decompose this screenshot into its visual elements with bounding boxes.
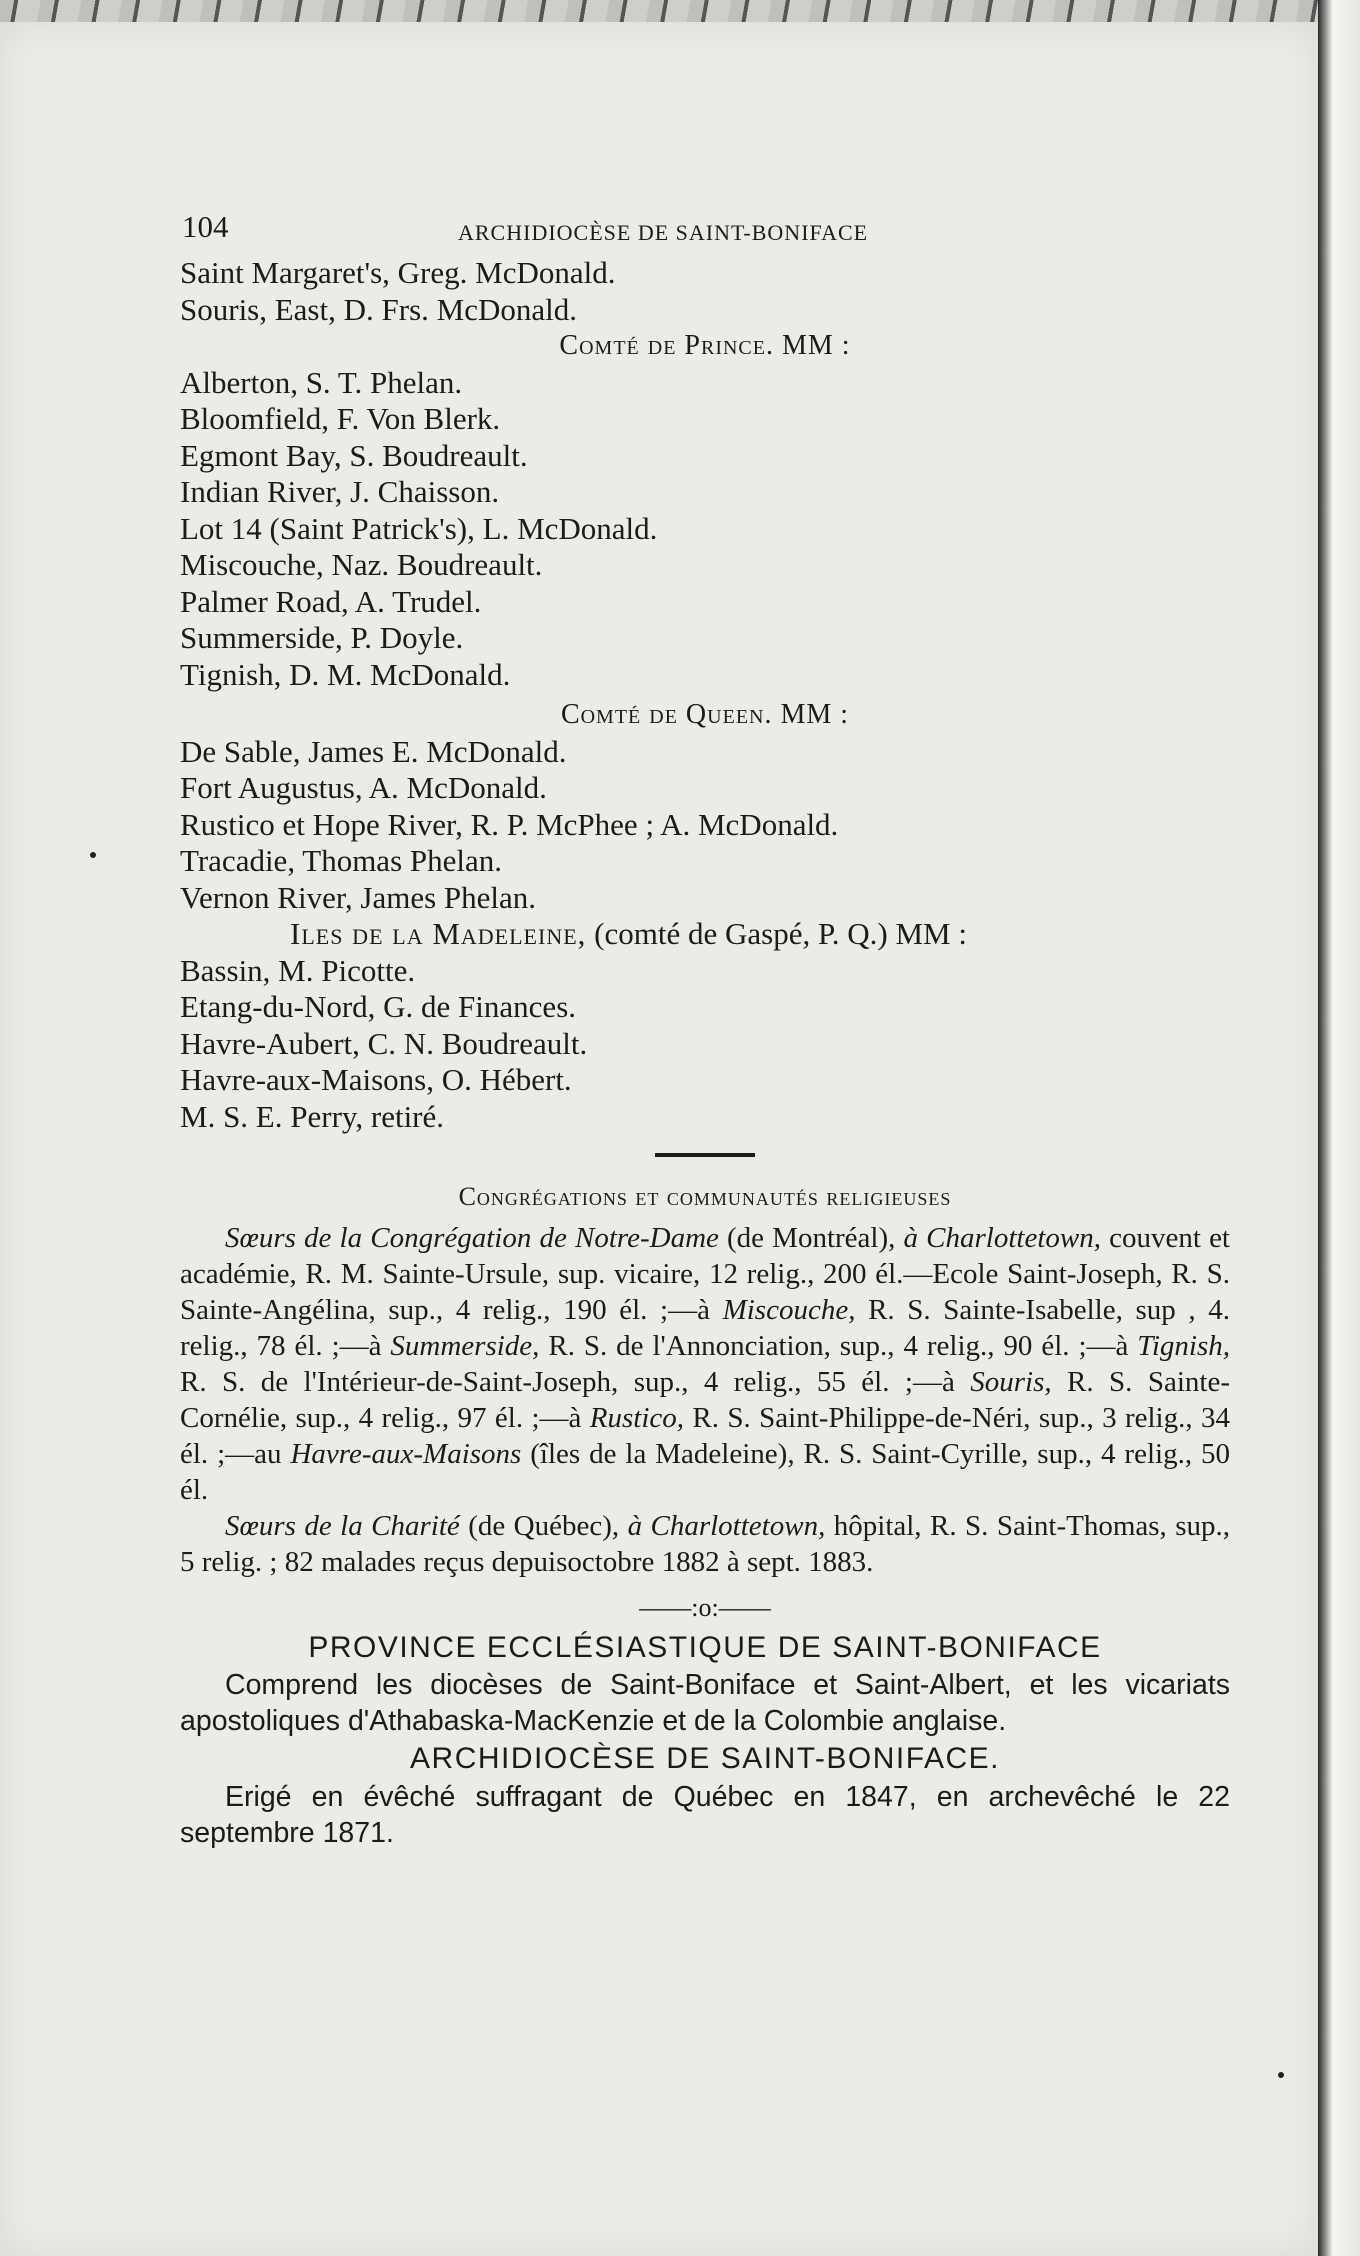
madeleine-heading-rest: (comté de Gaspé, P. Q.) MM : bbox=[586, 916, 967, 951]
entry-line: Saint Margaret's, Greg. McDonald. bbox=[180, 255, 616, 290]
body-text: R. S. Sainte-Cornélie, sup., 4 relig., 97 él. ;—à bbox=[180, 1365, 1230, 1434]
page-right-edge bbox=[1318, 0, 1360, 2256]
congregations-paragraph-2 bbox=[180, 1508, 1230, 1580]
ink-speck bbox=[90, 852, 96, 858]
entry-line: Rustico et Hope River, R. P. McPhee ; A. McDonald. bbox=[180, 806, 839, 842]
entry-line: Tignish, D. M. McDonald. bbox=[180, 656, 511, 692]
running-title: ARCHIDIOCÈSE DE SAINT-BONIFACE bbox=[458, 220, 869, 245]
county-heading-madeleine bbox=[180, 916, 1230, 953]
body-text: hôpital, R. S. Saint-Thomas, sup., 5 relig. ; 82 malades reçus depuisoctobre 1882 à sept. 1883. bbox=[180, 1509, 1230, 1578]
page-number: 104 bbox=[182, 209, 229, 244]
entry-line: Vernon River, James Phelan. bbox=[180, 879, 537, 915]
entry-line: Palmer Road, A. Trudel. bbox=[180, 583, 482, 619]
italic-text: à Charlottetown, bbox=[627, 1509, 826, 1542]
county-heading-queen: Comté de Queen. MM : bbox=[560, 699, 850, 730]
page-content bbox=[180, 205, 1230, 1851]
province-paragraph: Comprend les diocèses de Saint-Boniface et Saint-Albert, et les vicariats apostoliques d'Athabaska-MacKenzie et de la Colombie anglaise. bbox=[180, 1668, 1230, 1737]
body-text: (de Montréal), bbox=[718, 1221, 904, 1254]
body-text: (îles de la Madeleine), R. S. Saint-Cyrille, sup., 4 relig., 50 él. bbox=[180, 1437, 1230, 1506]
italic-text: Summerside, bbox=[390, 1329, 540, 1362]
body-text: R. S. de l'Annonciation, sup., 4 relig., 90 él. ;—à bbox=[539, 1329, 1138, 1362]
body-text: couvent et académie, R. M. Sainte-Ursule, sup. vicaire, 12 relig., 200 él.—Ecole Saint-Joseph, R. S. Sainte-Angélina, sup., 4 relig., 190 él. ;—à bbox=[180, 1221, 1230, 1326]
running-head bbox=[180, 205, 1230, 255]
entry-line: Bassin, M. Picotte. bbox=[180, 952, 416, 988]
ink-speck bbox=[1278, 2072, 1284, 2078]
italic-text: Sœurs de la Congrégation de Notre-Dame bbox=[225, 1221, 719, 1254]
entry-line: Fort Augustus, A. McDonald. bbox=[180, 770, 547, 805]
italic-text: Rustico, bbox=[589, 1401, 685, 1434]
italic-text: Tignish, bbox=[1137, 1329, 1230, 1362]
body-text: R. S. Saint-Philippe-de-Néri, sup., 3 relig., 34 él. ;—au bbox=[180, 1401, 1230, 1470]
body-text: (de Québec), bbox=[459, 1509, 628, 1542]
province-title: PROVINCE ECCLÉSIASTIQUE DE SAINT-BONIFACE bbox=[308, 1631, 1102, 1664]
body-text: R. S. de l'Intérieur-de-Saint-Joseph, sup., 4 relig., 55 él. ;—à bbox=[180, 1365, 971, 1398]
entry-line: De Sable, James E. McDonald. bbox=[180, 733, 567, 769]
archdiocese-title: ARCHIDIOCÈSE DE SAINT-BONIFACE. bbox=[410, 1741, 1000, 1775]
entry-line: Tracadie, Thomas Phelan. bbox=[180, 843, 503, 878]
archdiocese-paragraph: Erigé en évêché suffragant de Québec en 1847, en archevêché le 22 septembre 1871. bbox=[180, 1781, 1230, 1849]
entry-line: Havre-aux-Maisons, O. Hébert. bbox=[180, 1062, 572, 1097]
congregations-title: Congrégations et communautés religieuses bbox=[458, 1182, 952, 1211]
entry-line: Egmont Bay, S. Boudreault. bbox=[180, 437, 528, 473]
ornamental-separator: ——:o:—— bbox=[639, 1592, 771, 1622]
congregations-paragraph-1 bbox=[180, 1220, 1230, 1508]
entry-line: Lot 14 (Saint Patrick's), L. McDonald. bbox=[180, 510, 658, 546]
entry-line: Alberton, S. T. Phelan. bbox=[180, 364, 463, 400]
entry-line: Indian River, J. Chaisson. bbox=[180, 474, 500, 509]
entry-line: Summerside, P. Doyle. bbox=[180, 620, 464, 655]
county-heading-prince: Comté de Prince. MM : bbox=[559, 330, 851, 361]
section-divider bbox=[655, 1153, 755, 1157]
italic-text: Miscouche, bbox=[722, 1293, 856, 1326]
entry-line: Bloomfield, F. Von Blerk. bbox=[180, 401, 501, 436]
entry-line: Havre-Aubert, C. N. Boudreault. bbox=[180, 1025, 588, 1061]
italic-text: Havre-aux-Maisons bbox=[290, 1437, 522, 1470]
entry-line: Souris, East, D. Frs. McDonald. bbox=[180, 291, 577, 327]
madeleine-heading-name: Iles de la Madeleine, bbox=[290, 916, 587, 951]
body-text: R. S. Sainte-Isabelle, sup , 4. relig., 78 él. ;—à bbox=[180, 1293, 1230, 1362]
entry-line: Miscouche, Naz. Boudreault. bbox=[180, 547, 543, 582]
italic-text: Sœurs de la Charité bbox=[225, 1509, 460, 1542]
italic-text: à Charlottetown, bbox=[903, 1221, 1101, 1254]
entry-line: Etang-du-Nord, G. de Finances. bbox=[180, 989, 577, 1024]
italic-text: Souris, bbox=[970, 1365, 1052, 1398]
entry-line: M. S. E. Perry, retiré. bbox=[180, 1098, 445, 1134]
